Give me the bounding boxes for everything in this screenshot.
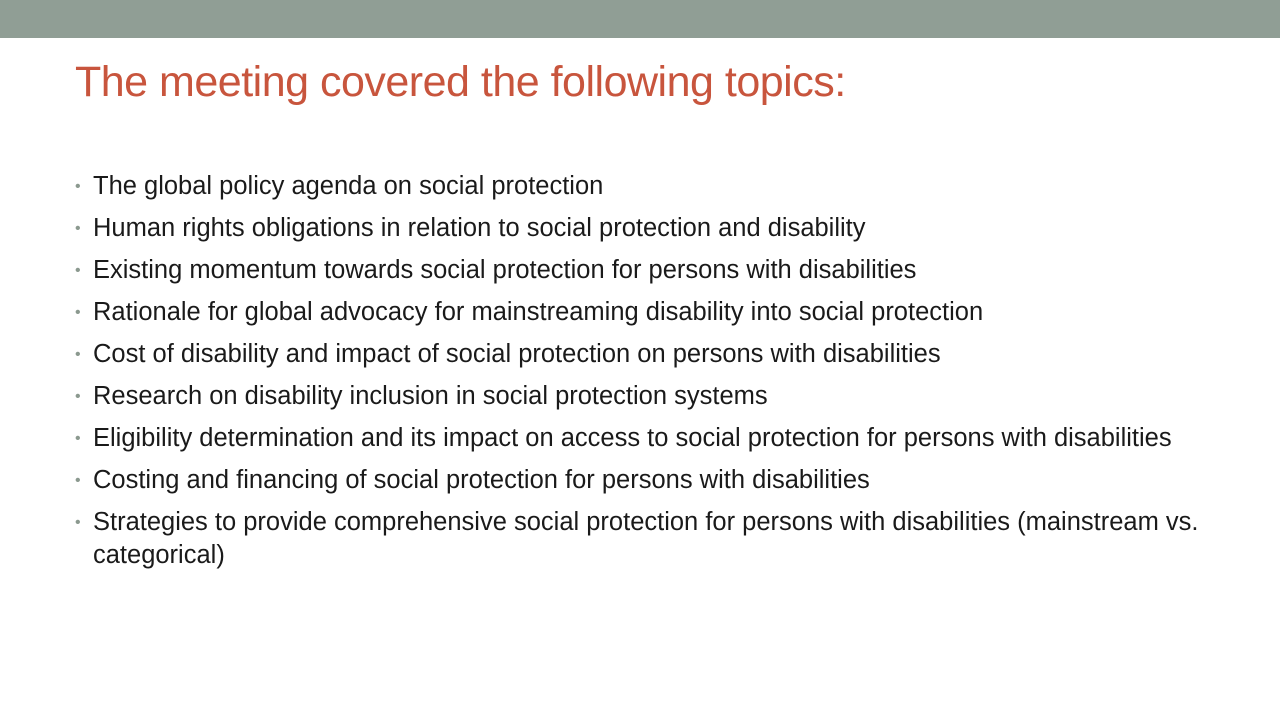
slide-title: The meeting covered the following topics: [75, 58, 846, 106]
top-accent-bar [0, 0, 1280, 38]
topic-item [75, 338, 1215, 371]
topic-item [75, 422, 1215, 455]
topic-text: Research on disability inclusion in social protection systems [93, 382, 768, 410]
bullet-icon: • [75, 346, 81, 363]
topic-item [75, 296, 1215, 329]
bullet-icon: • [75, 388, 81, 405]
bullet-icon: • [75, 220, 81, 237]
topic-list [75, 170, 1215, 581]
topic-text: Costing and financing of social protection for persons with disabilities [93, 466, 870, 494]
bullet-icon: • [75, 514, 81, 531]
topic-text: Existing momentum towards social protection for persons with disabilities [93, 256, 917, 284]
topic-text: Rationale for global advocacy for mainstreaming disability into social protection [93, 298, 984, 326]
topic-item [75, 212, 1215, 245]
topic-text: The global policy agenda on social protection [93, 172, 604, 200]
topic-item [75, 464, 1215, 497]
topic-item [75, 380, 1215, 413]
bullet-icon: • [75, 472, 81, 489]
topic-text: Cost of disability and impact of social protection on persons with disabilities [93, 340, 941, 368]
bullet-icon: • [75, 178, 81, 195]
bullet-icon: • [75, 430, 81, 447]
bullet-icon: • [75, 262, 81, 279]
bullet-icon: • [75, 304, 81, 321]
topic-item [75, 254, 1215, 287]
topic-text: Human rights obligations in relation to social protection and disability [93, 214, 866, 242]
topic-text: Strategies to provide comprehensive social protection for persons with disabilities (mainstream vs. categorical) [93, 508, 1199, 569]
topic-text: Eligibility determination and its impact on access to social protection for persons with disabilities [93, 424, 1172, 452]
topic-item [75, 506, 1215, 572]
topic-item [75, 170, 1215, 203]
